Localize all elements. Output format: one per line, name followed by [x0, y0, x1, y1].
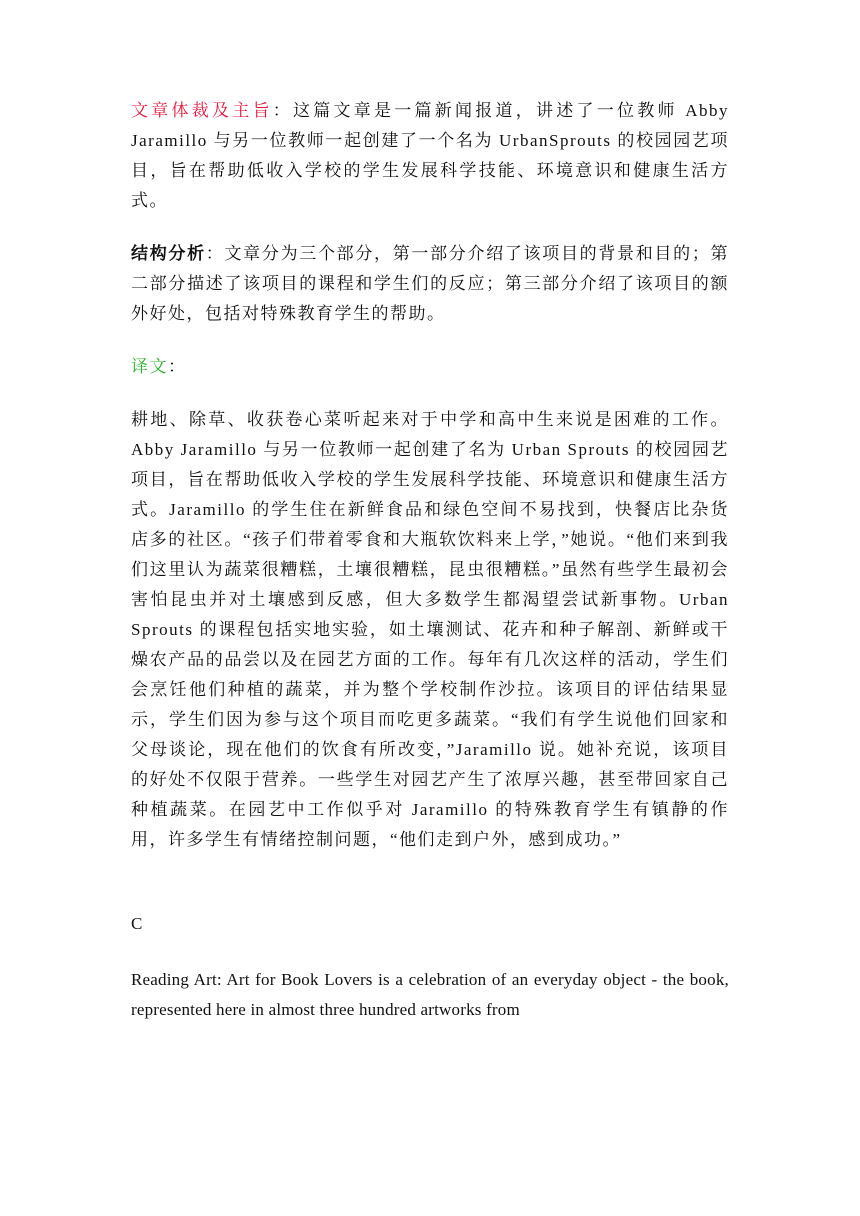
structure-sep: ： [205, 244, 225, 263]
purpose-text: 这篇文章是一篇新闻报道，讲述了一位教师 Abby Jaramillo 与另一位教师一起创建了一个名为 UrbanSprouts 的校园园艺项目，旨在帮助低收入学校的学生发展科学技能、环境意识和健康生活方式。 [131, 101, 730, 210]
section-c-paragraph: Reading Art: Art for Book Lovers is a celebration of an everyday object - the book, represented here in almost three hundred artworks from [131, 970, 729, 1019]
translation-heading [131, 352, 729, 382]
spacer [131, 329, 729, 352]
translation-sep: ： [168, 357, 187, 376]
purpose-sep: ： [272, 101, 293, 120]
purpose-paragraph [131, 96, 729, 216]
translation-paragraph: 耕地、除草、收获卷心菜听起来对于中学和高中生来说是困难的工作。Abby Jaramillo 与另一位教师一起创建了名为 Urban Sprouts 的校园园艺项目，旨在帮助低收入学校的学生发展科学技能、环境意识和健康生活方式。Jaramillo 的学生住在新鲜食品和绿色空间不易找到，快餐店比杂货店多的社区。“孩子们带着零食和大瓶软饮料来上学，”她说。“他们来到我们这里认为蔬菜很糟糕，土壤很糟糕，昆虫很糟糕。”虽然有些学生最初会害怕昆虫并对土壤感到反感，但大多数学生都渴望尝试新事物。Urban Sprouts 的课程包括实地实验，如土壤测试、花卉和种子解剖、新鲜或干燥农产品的品尝以及在园艺方面的工作。每年有几次这样的活动，学生们会烹饪他们种植的蔬菜，并为整个学校制作沙拉。该项目的评估结果显示，学生们因为参与这个项目而吃更多蔬菜。“我们有学生说他们回家和父母谈论，现在他们的饮食有所改变，”Jaramillo 说。她补充说，该项目的好处不仅限于营养。一些学生对园艺产生了浓厚兴趣，甚至带回家自己种植蔬菜。在园艺中工作似乎对 Jaramillo 的特殊教育学生有镇静的作用，许多学生有情绪控制问题，“他们走到户外，感到成功。” [131, 410, 729, 849]
section-c-letter: C [131, 914, 143, 933]
document-page [131, 96, 729, 1025]
structure-text: 文章分为三个部分，第一部分介绍了该项目的背景和目的；第二部分描述了该项目的课程和学生们的反应；第三部分介绍了该项目的额外好处，包括对特殊教育学生的帮助。 [131, 244, 730, 323]
translation-label: 译文 [131, 357, 168, 376]
purpose-label: 文章体裁及主旨 [131, 101, 273, 120]
structure-paragraph [131, 239, 729, 329]
spacer [131, 855, 729, 909]
structure-label: 结构分析 [131, 244, 206, 263]
spacer [131, 216, 729, 239]
spacer [131, 939, 729, 965]
spacer [131, 382, 729, 405]
